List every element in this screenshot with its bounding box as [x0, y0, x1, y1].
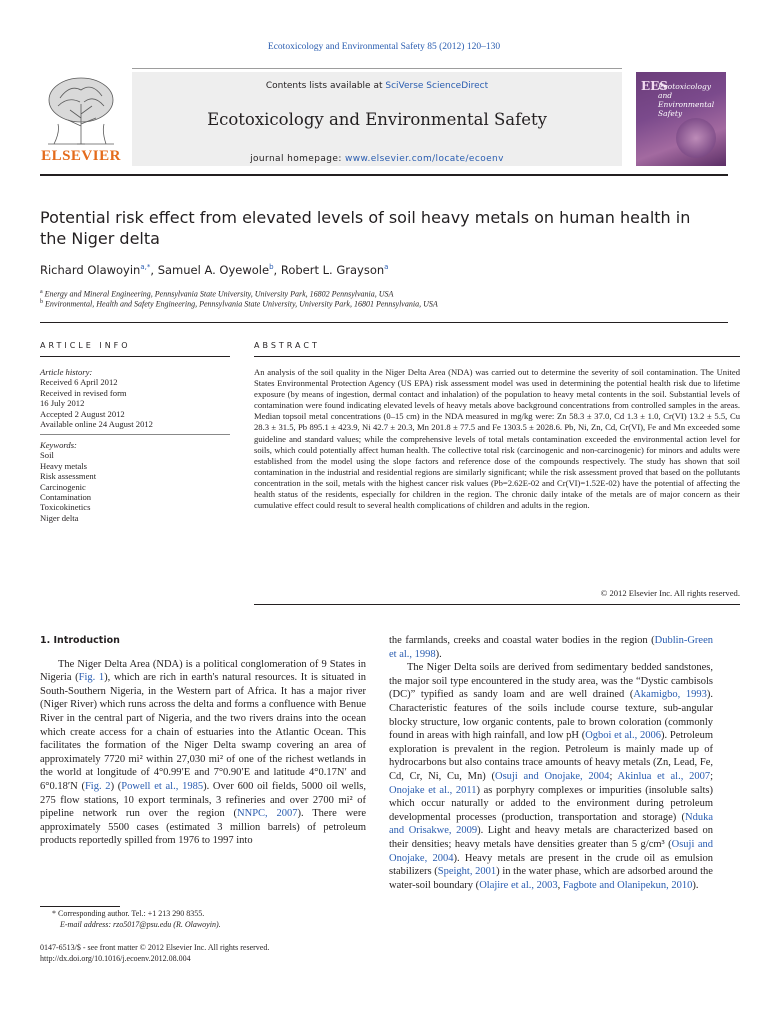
history-item: Received in revised form: [40, 387, 127, 398]
citation-link[interactable]: Akamigbo, 1993: [633, 689, 707, 701]
intro-paragraph-1: The Niger Delta Area (NDA) is a political conglomeration of 9 States in Nigeria (Fig. 1), which are rich in earth's natural resources. It is situated in South-Southern Nigeria, in the Western part of Africa. It has a major river (Niger River) which runs across the delta and forms a confluence with Benue River in the central part of Nigeria, and the two rivers drains into the ocean which create access for a chain of estuaries into the Atlantic Ocean. This facilitates the formation of the Niger Delta swamp covering an area of approximately 7720 mi² within 27,030 mi² of one of the richest wetlands in the world at longitude of 4°0.99′E and 7°0.90′E and latitude 4°0.17N′ and 6°0.18′N (Fig. 2) (Powell et al., 1985). Over 600 oil fields, 5000 oil wells, 275 flow stations, 10 export terminals, 3 refineries and over 2700 mi² of pipeline network run over the region (NNPC, 2007). There were approximately 5500 cases (estimated 3 million barrels) of petroleum products reportedly spilled from 1976 to 1997 into: [40, 658, 366, 847]
author-list: Richard Olawoyin$^{a,*}$, Samuel A. Oyewole$^b$, Robert L. Grayson$^a$: [40, 263, 389, 277]
footnotes: [40, 909, 370, 930]
contents-line: [132, 81, 622, 91]
sciencedirect-link[interactable]: SciVerse ScienceDirect: [385, 81, 489, 91]
article-title: Potential risk effect from elevated levels of soil heavy metals on human health in the Niger delta: [40, 208, 691, 248]
author-affiliation-mark[interactable]: b: [269, 263, 274, 272]
history-label: Article history:: [40, 367, 93, 377]
affiliation-b: [40, 299, 720, 309]
journal-banner: [40, 68, 728, 168]
author-affiliation-mark[interactable]: a,*: [140, 263, 151, 272]
citation-link[interactable]: Ogboi et al., 2006: [585, 730, 662, 742]
citation-link[interactable]: Fig. 1: [78, 672, 105, 684]
history-item: Available online 24 August 2012: [40, 419, 153, 430]
keywords-label: Keywords:: [40, 440, 77, 450]
corresponding-author-note: * Corresponding author. Tel.: +1 213 290 8355.: [52, 909, 205, 918]
citation-link[interactable]: Fig. 2: [84, 780, 111, 792]
affiliation-mark: b: [40, 299, 43, 305]
copyright-notice: © 2012 Elsevier Inc. All rights reserved.: [600, 588, 740, 598]
citation-link[interactable]: Osuji and Onojake, 2004: [389, 838, 713, 864]
keyword-item: Contamination: [40, 492, 92, 503]
keyword-item: Carcinogenic: [40, 481, 86, 492]
left-column: [40, 634, 366, 848]
article-history: [40, 367, 230, 429]
author-affiliation-mark[interactable]: a: [384, 263, 389, 272]
email-note[interactable]: E-mail address: rzo5017@psu.edu (R. Olawoyin).: [60, 919, 221, 929]
citation-link[interactable]: NNPC, 2007: [237, 808, 298, 820]
journal-cover-thumbnail[interactable]: [636, 72, 726, 166]
publisher-name: ELSEVIER: [41, 148, 121, 164]
citation-link[interactable]: Akinlua et al., 2007: [617, 770, 711, 782]
keyword-item: Niger delta: [40, 512, 79, 523]
citation-link[interactable]: Osuji and Onojake, 2004: [495, 770, 610, 782]
homepage-link[interactable]: www.elsevier.com/locate/ecoenv: [345, 154, 504, 164]
doi-link[interactable]: http://dx.doi.org/10.1016/j.ecoenv.2012.08.004: [40, 954, 191, 963]
article-info-heading: ARTICLE INFO: [40, 341, 131, 350]
abstract-text: An analysis of the soil quality in the Niger Delta Area (NDA) was carried out to determine the severity of soil contamination. The United States Environmental Protection Agency (US EPA) risk assessment model was used in determining the potential health risk due to lifetime exposure (by means of ingestion, dermal contact and inhalation) of the population to heavy metal contents in the soil. Substantial levels of contamination were found indicating elevated levels of heavy metals above background concentrations from controlled samples in the areas. Median topsoil metal concentrations (0–15 cm) in the NDA measured in mg/kg were: Zn 58.3 ± 37.0, Cd 1.3 ± 1.0, Cr(VI) 13.2 ± 5.5, Cu 28.3 ± 31.5, Pb 895.1 ± 423.9, Ni 42.7 ± 20.3, Mn 201.8 ± 77.5 and Fe 1303.5 ± 2028.6. Pb, Ni, Zn, Cd, Cr(VI), Fe and Mn exceeded some guideline and standard values; while the comprehensive levels of total metals contamination exceeded the environmental action level for soils, which could potentially affect human health. The collective total risk (carcinogenic and non-carcinogenic) for minors and adults were established from the model using the slope factors and reference dose of the compounds respectively. The study has shown that soil contamination in the industrial and residential regions are similarly significant; while the risk assessment proved that based on the pollutants concentration in the soil, metals with the highest cancer risk values (Pb=2.62E-02 and Cr(VI)=1.52E-02) have the potential of affecting the health status of the residents, especially for children in the region. The chronic daily intake of the metals are of major concern as their cumulative effect could result to several health complications of children and adults in the region.: [254, 367, 740, 511]
citation-link[interactable]: Speight, 2001: [437, 866, 497, 878]
cover-letters: EES: [641, 79, 668, 93]
journal-title: Ecotoxicology and Environmental Safety: [207, 110, 547, 129]
divider: [40, 356, 230, 357]
homepage-prefix: journal homepage:: [250, 154, 346, 164]
section-heading: 1. Introduction: [40, 635, 120, 646]
homepage-line: [132, 154, 622, 164]
keyword-item: Heavy metals: [40, 460, 88, 471]
citation-link[interactable]: Nduka and Orisakwe, 2009: [389, 811, 713, 837]
affiliation-mark: a: [40, 289, 43, 295]
author-name: Robert L. Grayson: [280, 263, 385, 277]
journal-header-box: [132, 72, 622, 166]
citation-link[interactable]: Powell et al., 1985: [121, 780, 204, 792]
author-name: Samuel A. Oyewole: [157, 263, 270, 277]
divider: [254, 604, 740, 605]
intro-paragraph-1-continued: the farmlands, creeks and coastal water bodies in the region (Dublin-Green et al., 1998).: [389, 635, 713, 660]
affiliation-a: [40, 289, 720, 299]
divider: [254, 356, 740, 357]
keyword-item: Toxicokinetics: [40, 502, 91, 513]
abstract-heading: ABSTRACT: [254, 341, 320, 350]
contents-prefix: Contents lists available at: [265, 81, 386, 91]
keywords: [40, 440, 230, 523]
divider: [40, 322, 728, 323]
page-footer: [40, 942, 440, 964]
affiliation-text: Environmental, Health and Safety Engineering, Pennsylvania State University, University Park, 16801 Pennsylvania, USA: [45, 299, 438, 309]
issn-line: 0147-6513/$ - see front matter © 2012 Elsevier Inc. All rights reserved.: [40, 943, 270, 952]
keyword-item: Risk assessment: [40, 471, 97, 482]
footnote-rule: [40, 906, 120, 907]
cover-decoration: [676, 118, 716, 158]
intro-paragraph-2: The Niger Delta soils are derived from sedimentary bedded sandstones, the major soil type encountered in the study area, was the “Dystic cambisols (DC)” typified as sandy loam and are well drained (Akamigbo, 1993). Characteristic features of the soils include course texture, sub-angular blocky structure, low organic contents, pale to brown coloration (commonly found in areas with high rainfall, and low pH (Ogboi et al., 2006). Petroleum exploration is prevalent in the region. Petroleum is mainly made up of hydrocarbons but also contains trace amounts of heavy metals (Zn, Lead, Fe, Cd, Cr, Ni, Cu, Mn) (Osuji and Onojake, 2004; Akinlua et al., 2007; Onojake et al., 2011) as porphyry complexes or impurities (insoluble salts) which occur naturally or added to the environment during petroleum developmental processes (production, transportation and storage) (Nduka and Orisakwe, 2009). Light and heavy metals are characterized based on their densities; heavy metals have densities greater than 5 g/cm³ (Osuji and Onojake, 2004). Heavy metals are present in the crude oil as emulsion stabilizers (Speight, 2001) in the water phase, which are adsorbed around the water-soil boundary (Olajire et al., 2003, Fagbote and Olanipekun, 2010).: [389, 662, 714, 891]
affiliation-text: Energy and Mineral Engineering, Pennsylvania State University, University Park, 16802 Pennsylvania, USA: [44, 289, 394, 299]
keyword-item: Soil: [40, 450, 54, 461]
right-column: [389, 634, 713, 892]
banner-top-rule: [132, 68, 622, 69]
divider: [40, 434, 230, 435]
history-item: Accepted 2 August 2012: [40, 408, 125, 419]
running-head[interactable]: Ecotoxicology and Environmental Safety 85 (2012) 120–130: [267, 42, 501, 52]
author-name: Richard Olawoyin: [40, 263, 141, 277]
citation-link[interactable]: Fagbote and Olanipekun, 2010: [562, 879, 693, 891]
cover-title: Ecotoxicology and Environmental Safety: [658, 82, 715, 118]
citation-link[interactable]: Olajire et al., 2003: [479, 879, 558, 891]
history-item: 16 July 2012: [40, 398, 85, 409]
citation-link[interactable]: Dublin-Green et al., 1998: [389, 635, 713, 660]
banner-rule: [40, 174, 728, 176]
citation-link[interactable]: Onojake et al., 2011: [389, 784, 477, 796]
history-item: Received 6 April 2012: [40, 377, 118, 388]
